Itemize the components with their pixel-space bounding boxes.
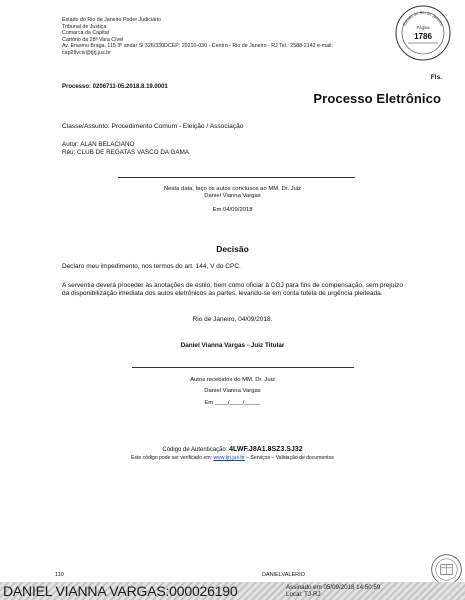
verification-notice [0, 455, 465, 461]
signature-name: DANIEL VIANNA VARGAS:000026190 [3, 583, 238, 599]
received-block [0, 377, 465, 407]
header-line: Estado do Rio de Janeiro Poder Judiciário [62, 17, 161, 23]
fls-label: Fls. [430, 74, 442, 81]
received-line: Autos recebidos do MM. Dr. Juiz [190, 377, 275, 383]
received-date-line: Em ____/____/_____ [204, 399, 261, 406]
judge-signature: Daniel Vianna Vargas - Juiz Titular [180, 342, 285, 349]
place-date: Rio de Janeiro, 04/09/2018. [192, 316, 273, 323]
notice-suffix: – Serviços – Validação de documentos [246, 455, 334, 461]
conclusion-judge: Daniel Vianna Vargas [204, 193, 261, 200]
court-seal-icon [394, 4, 452, 62]
plaintiff: Autor: ALAN BELACIANO [62, 141, 135, 148]
header-line: Cartório da 28ª Vara Cível [62, 36, 124, 43]
decision-paragraph: A serventia deverá proceder às anotações de estilo, bem como oficiar à CGJ para fins de compensação, sem prejuízo da disponibilização imediata dos autos eletrônicos às partes, levando-se em conta tutela de urgência pleiteada. [62, 282, 403, 297]
defendant: Réu: CLUB DE REGATAS VASCO DA GAMA [62, 148, 190, 156]
parties [62, 141, 189, 156]
conclusion-line: Nesta data, faço os autos conclusos ao MM. Dr. Juiz [163, 186, 302, 192]
header-line: Tribunal de Justiça [62, 23, 107, 30]
document-title: Processo Eletrônico [313, 91, 441, 106]
auth-code: 4LWF.J8A1.8SZ3.SJ32 [229, 446, 303, 453]
received-judge: Daniel Vianna Vargas [204, 388, 261, 395]
seal-page-number: 1786 [414, 32, 432, 41]
notice-prefix: Este código pode ser verificado em: [131, 455, 213, 461]
authentication-code [0, 446, 465, 453]
user-id: DANIELVALERIO [262, 572, 305, 578]
header-line: Comarca da Capital [62, 30, 109, 37]
page-number: 110 [55, 572, 64, 578]
conclusion-block [0, 186, 465, 214]
signature-local: Local: TJ-RJ [286, 591, 321, 598]
seal-page-label: Página [416, 25, 430, 30]
divider-line [118, 177, 355, 178]
header-email: cap28vciv@tjrj.jus.br [62, 49, 111, 56]
seal-ring-text: Estado do Rio de Janeiro [401, 9, 445, 27]
class-subject: Classe/Assunto: Procedimento Comum - Eleição / Associação [62, 123, 244, 130]
process-number: Processo: 0206711-05.2018.8.19.0001 [62, 84, 168, 90]
decision-title: Decisão [216, 244, 249, 254]
verification-link[interactable]: www.tjrj.jus.br [213, 455, 245, 461]
divider-line [132, 367, 354, 368]
signature-details [286, 584, 380, 598]
header-line: Av. Erasmo Braga, 115 3º andar Sl 326/330DCEP: 20210-030 - Centro - Rio de Janeiro - RJ Tel.: 2588-2142 e-mail: [62, 43, 333, 50]
signed-at: Assinado em 05/09/2018 14:50:59 [286, 584, 381, 591]
decision-paragraph: Declaro meu impedimento, nos termos do art. 144, V do CPC. [62, 263, 241, 270]
conclusion-date: Em 04/09/2018 [212, 206, 253, 213]
auth-label: Código de Autenticação: [162, 447, 228, 453]
court-header [62, 17, 407, 57]
